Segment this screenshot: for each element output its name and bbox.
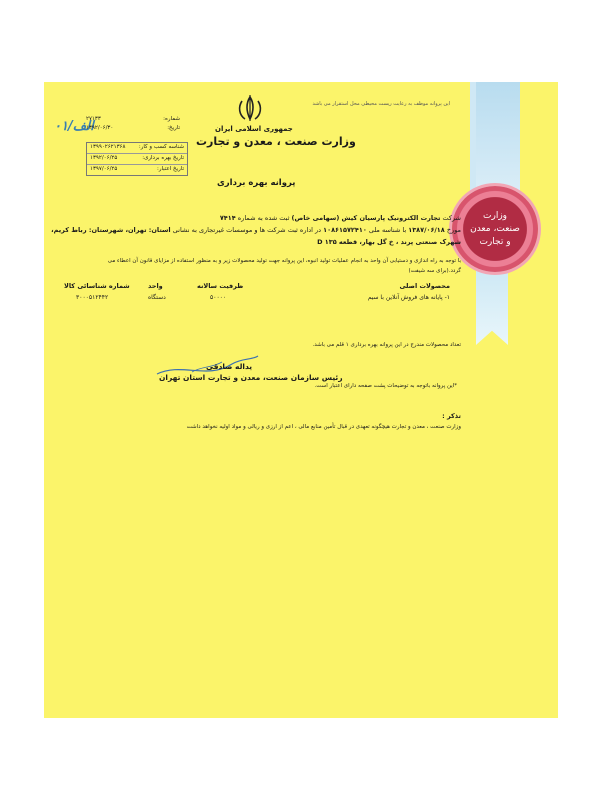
company-prefix: شرکت — [442, 214, 461, 222]
meta-number — [86, 116, 180, 125]
body-line-1 — [220, 214, 461, 222]
meta-number-label: شماره: — [163, 116, 180, 122]
address-prefix: در اداره ثبت شرکت ها و موسسات غیرتجاری به نشانی — [172, 226, 322, 234]
box-value: ۱۳۹۷/۰۶/۲۵ — [90, 166, 118, 172]
reg-date: ۱۳۸۷/۰۶/۱۸ — [408, 226, 445, 234]
id-box — [86, 142, 188, 176]
box-value: ۱۳۹۹۰۲۶۲۱۳۶۸ — [90, 144, 126, 150]
validity-notice: *این پروانه باتوجه به توضیحات پشت صفحه دارای اعتبار است. — [314, 383, 457, 389]
top-note: این پروانه موظف به رعایت ریست محیطی محل استقرار می باشد — [312, 101, 450, 107]
box-label: تاریخ بهره برداری: — [142, 155, 184, 161]
gov-line-1: جمهوری اسلامی ایران — [215, 125, 293, 133]
body-line-3: شهرک صنعتی پرند ، خ گل بهار، قطعه ۱۳۵ D — [317, 238, 461, 246]
col-header-product: محصولات اصلی — [399, 282, 450, 290]
meta-date-label: تاریخ: — [167, 125, 180, 131]
meta-date-value: ۱۳۹۲/۰۶/۳۰ — [86, 125, 114, 131]
row-capacity: ۵۰۰۰۰ — [210, 294, 227, 301]
box-label: تاریخ اعتبار: — [156, 166, 184, 172]
tazakor-text: وزارت صنعت ، معدن و تجارت هیچگونه تعهدی در قبال تأمین منابع مالی ، اعم از ارزی و ریالی و مواد اولیه نخواهد داشت — [186, 424, 461, 430]
document-title: پروانه بهره برداری — [217, 178, 296, 188]
meta-number-value: ۲۷۱۳۳ — [86, 116, 101, 122]
nid-prefix: با شناسه ملی — [368, 226, 407, 234]
ministry-seal — [452, 186, 538, 272]
box-label: شناسه کسب و کار: — [138, 144, 184, 150]
count-line: تعداد محصولات مندرج در این پروانه بهره برداری ۱ قلم می باشد. — [312, 342, 461, 348]
date-prefix: مورخ — [446, 226, 461, 234]
id-box-row — [87, 165, 187, 175]
id-box-row — [87, 154, 187, 165]
id-box-row — [87, 143, 187, 154]
signer-title: رئیس سازمان صنعت، معدن و تجارت استان تهران — [159, 373, 343, 382]
meta-date — [86, 125, 180, 134]
letter-meta — [86, 116, 180, 134]
body-line-2 — [51, 226, 461, 234]
seal-line-2: صنعت، معدن — [470, 223, 520, 234]
col-header-unit: واحد — [148, 282, 163, 290]
address: استان: تهران، شهرستان: رباط کریم، — [51, 226, 171, 234]
tazakor-title: تذکر : — [442, 412, 461, 420]
gov-line-2: وزارت صنعت ، معدن و تجارت — [196, 135, 356, 148]
reg-number: ۷۴۱۴ — [219, 214, 236, 222]
company-name: تجارت الکترونیک پارسیان کیش (سهامی خاص) — [291, 214, 441, 222]
col-header-capacity: ظرفیت سالانه — [197, 282, 244, 290]
body-para-1: با توجه به راه اندازی و دستیابی آن واحد به انجام عملیات تولید انبوه، این پروانه جهت تولید محصولات زیر و به منظور استفاده از مزایای قانون آن اعطاء می — [107, 258, 461, 264]
box-value: ۱۳۹۲/۰۶/۲۵ — [90, 155, 118, 161]
signer-name: یداله صادقی — [206, 362, 253, 371]
reg-prefix: ثبت شده به شماره — [237, 214, 290, 222]
row-product: ۱- پایانه های فروش آنلاین با سیم — [367, 294, 450, 301]
col-header-code: شماره شناسائی کالا — [64, 282, 130, 290]
seal-line-3: و تجارت — [479, 236, 511, 247]
national-id: ۱۰۸۶۱۵۷۲۴۱۰ — [323, 226, 367, 234]
row-code: ۳۰۰۰۵۱۲۴۴۲ — [76, 294, 109, 301]
body-para-2: گردد.(برای سه شیفت) — [408, 268, 461, 274]
file-code: ۰۱/الف — [54, 119, 94, 134]
iran-emblem-icon — [235, 95, 265, 123]
seal-line-1: وزارت — [483, 210, 508, 221]
row-unit: دستگاه — [148, 294, 166, 301]
